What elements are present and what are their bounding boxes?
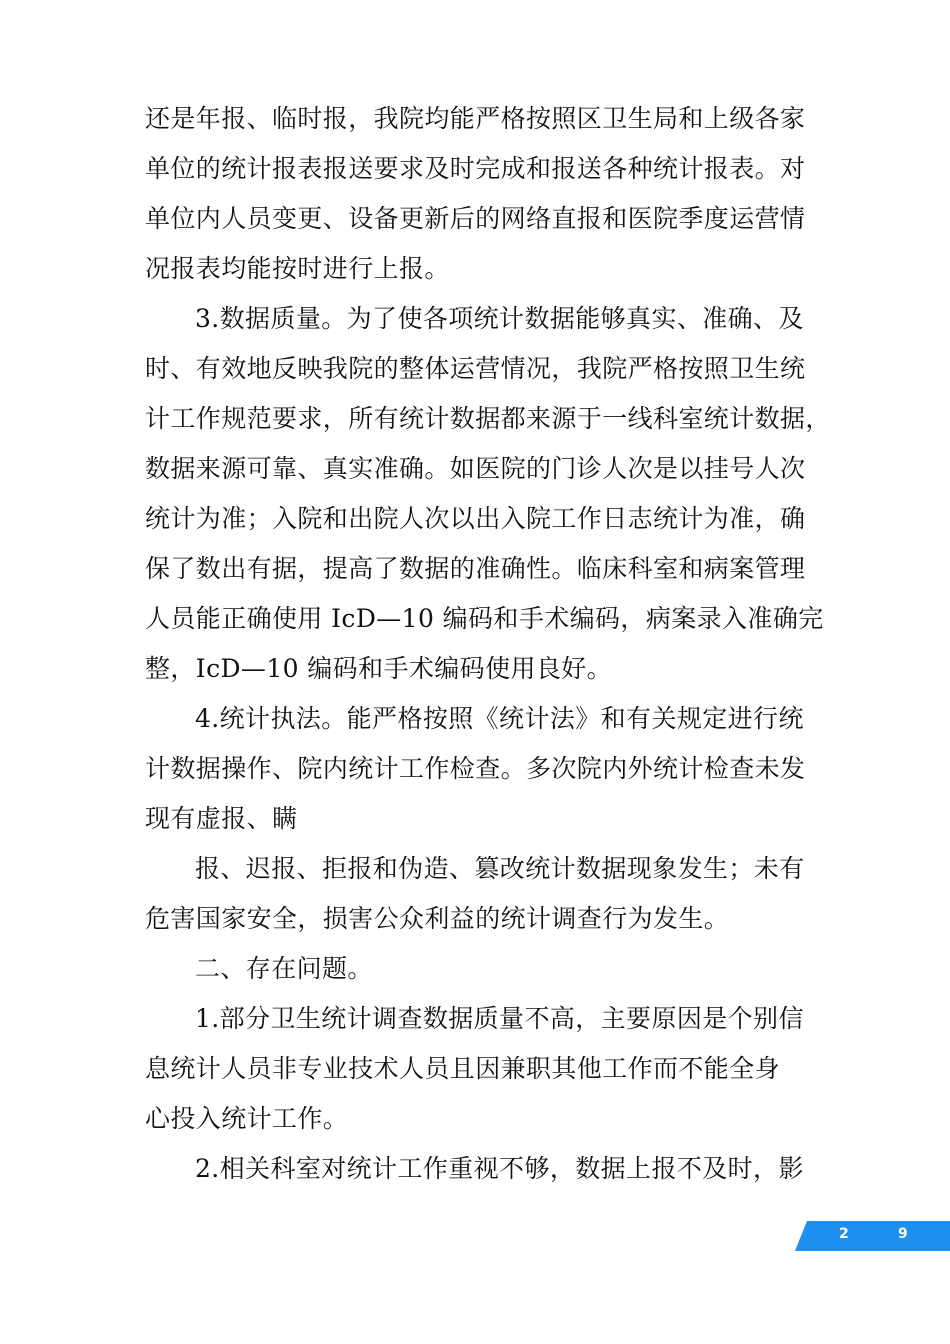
text-line-17: 危害国家安全，损害公众利益的统计调查行为发生。 [145, 904, 730, 933]
text-line-21: 心投入统计工作。 [145, 1104, 349, 1133]
text-line-11: 人员能正确使用 IcD—10 编码和手术编码，病案录入准确完 [145, 604, 824, 633]
text-line-9: 统计为准；入院和出院人次以出入院工作日志统计为准，确 [145, 504, 806, 533]
text-line-7: 计工作规范要求，所有统计数据都来源于一线科室统计数据， [145, 404, 831, 433]
text-line-15: 现有虚报、瞒 [145, 804, 298, 833]
text-line-22: 2.相关科室对统计工作重视不够，数据上报不及时，影 [195, 1154, 804, 1183]
text-line-19: 1.部分卫生统计调查数据质量不高，主要原因是个别信 [195, 1004, 804, 1033]
text-line-8: 数据来源可靠、真实准确。如医院的门诊人次是以挂号人次 [145, 454, 806, 483]
text-line-13: 4.统计执法。能严格按照《统计法》和有关规定进行统 [195, 704, 804, 733]
text-line-1: 还是年报、临时报，我院均能严格按照区卫生局和上级各家 [145, 104, 806, 133]
total-page-number: 9 [898, 1226, 908, 1242]
text-line-5: 3.数据质量。为了使各项统计数据能够真实、准确、及 [195, 304, 804, 333]
text-line-6: 时、有效地反映我院的整体运营情况，我院严格按照卫生统 [145, 354, 806, 383]
text-line-2: 单位的统计报表报送要求及时完成和报送各种统计报表。对 [145, 154, 806, 183]
text-line-14: 计数据操作、院内统计工作检查。多次院内外统计检查未发 [145, 754, 806, 783]
section-heading: 二、存在问题。 [195, 954, 373, 983]
text-line-3: 单位内人员变更、设备更新后的网络直报和医院季度运营情 [145, 204, 806, 233]
text-line-20: 息统计人员非专业技术人员且因兼职其他工作而不能全身 [145, 1054, 781, 1083]
text-line-12: 整，IcD—10 编码和手术编码使用良好。 [145, 654, 613, 683]
page-number-badge [795, 1221, 950, 1251]
text-line-4: 况报表均能按时进行上报。 [145, 254, 450, 283]
current-page-number: 2 [839, 1226, 849, 1242]
page-badge-shape [795, 1221, 950, 1251]
text-line-10: 保了数出有据，提高了数据的准确性。临床科室和病案管理 [145, 554, 806, 583]
text-line-16: 报、迟报、拒报和伪造、篡改统计数据现象发生；未有 [195, 854, 805, 883]
